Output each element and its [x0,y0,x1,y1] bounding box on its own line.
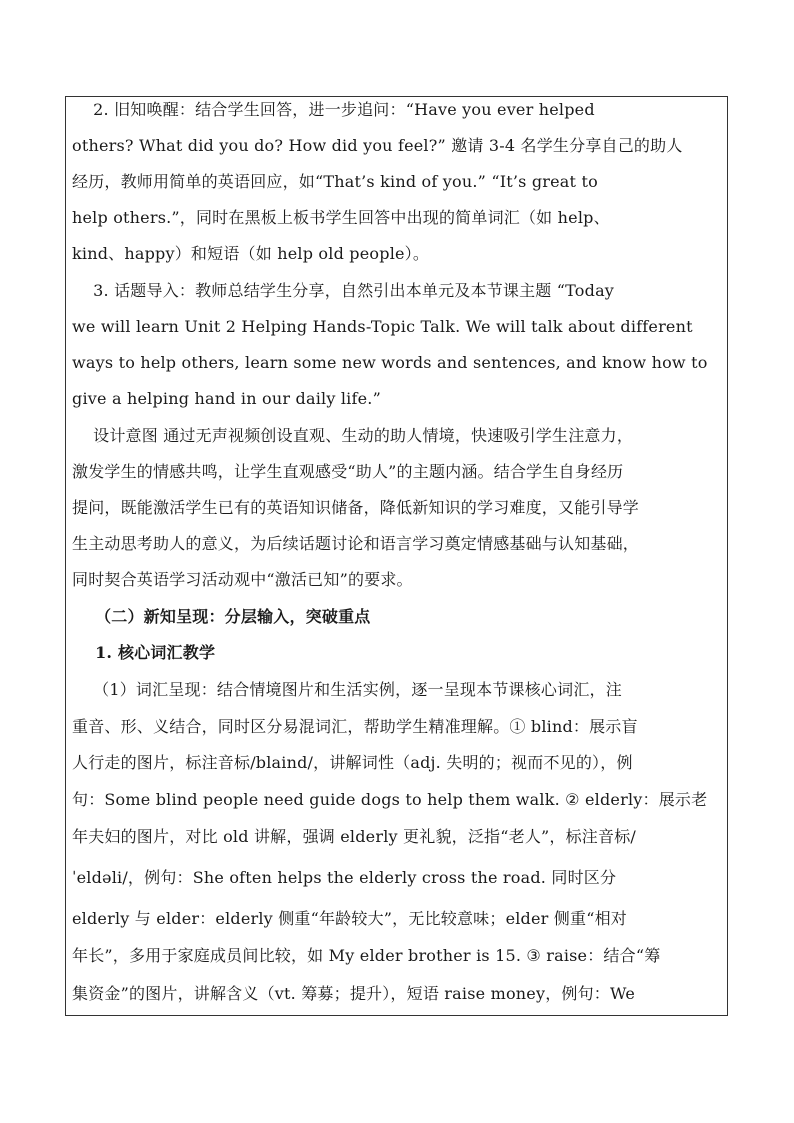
text-line: 重音、形、义结合，同时区分易混词汇，帮助学生精准理解。① blind：展示盲 [72,717,638,736]
subsection-heading: 1. 核心词汇教学 [72,643,216,662]
section-heading: （二）新知呈现：分层输入，突破重点 [72,607,371,626]
text-line: 经历，教师用简单的英语回应，如“That’s kind of you.” “It’s great to [72,172,598,191]
text-line: we will learn Unit 2 Helping Hands-Topic Talk. We will talk about different [72,317,693,336]
text-line: 句：Some blind people need guide dogs to help them walk. ② elderly：展示老 [72,790,708,809]
text-line: 激发学生的情感共鸣，让学生直观感受“助人”的主题内涵。结合学生自身经历 [72,462,624,481]
text-line: 年长”，多用于家庭成员间比较，如 My elder brother is 15. ③ raise：结合“筹 [72,946,661,965]
text-line: kind、happy）和短语（如 help old people）。 [72,244,430,263]
text-line: 生主动思考助人的意义，为后续话题讨论和语言学习奠定情感基础与认知基础， [72,534,640,553]
text-line: 提问，既能激活学生已有的英语知识储备，降低新知识的学习难度，又能引导学 [72,498,640,517]
text-line: 同时契合英语学习活动观中“激活已知”的要求。 [72,570,413,589]
text-line: help others.”，同时在黑板上板书学生回答中出现的简单词汇（如 help、 [72,208,610,227]
design-intent-line: 设计意图 通过无声视频创设直观、生动的助人情境，快速吸引学生注意力， [72,426,634,445]
text-line: elderly 与 elder：elderly 侧重“年龄较大”，无比较意味；elder 侧重“相对 [72,909,627,928]
text-line: others? What did you do? How did you feel?” 邀请 3-4 名学生分享自己的助人 [72,136,683,155]
text-line: 年夫妇的图片，对比 old 讲解，强调 elderly 更礼貌，泛指“老人”，标注音标/ [72,827,636,846]
text-line: （1）词汇呈现：结合情境图片和生活实例，逐一呈现本节课核心词汇，注 [72,680,622,699]
text-line: 集资金”的图片，讲解含义（vt. 筹募；提升），短语 raise money，例句：We [72,984,636,1003]
text-line: 人行走的图片，标注音标/blaind/，讲解词性（adj. 失明的；视而不见的），例 [72,753,633,772]
text-line: ˈeldəli/，例句：She often helps the elderly cross the road. 同时区分 [72,868,617,887]
text-line: ways to help others, learn some new words and sentences, and know how to [72,353,708,372]
text-line: 3. 话题导入：教师总结学生分享，自然引出本单元及本节课主题 “Today [72,281,615,300]
text-line: give a helping hand in our daily life.” [72,389,381,408]
text-line: 2. 旧知唤醒：结合学生回答，进一步追问：“Have you ever helped [72,100,595,119]
